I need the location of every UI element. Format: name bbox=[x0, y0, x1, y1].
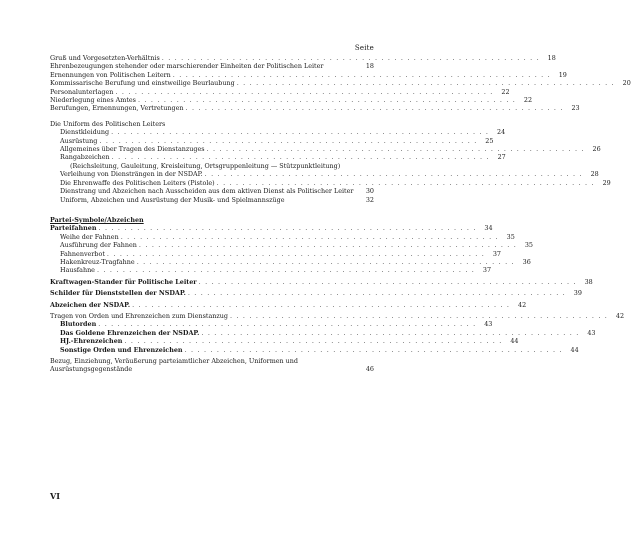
toc-entry bbox=[50, 96, 533, 105]
spacer bbox=[50, 204, 374, 216]
toc-entry-title: Parteifahnen bbox=[50, 224, 97, 233]
toc-entry-page: 35 bbox=[506, 232, 515, 241]
toc-entry-page: 25 bbox=[485, 136, 494, 145]
toc-entry-title: Blutorden bbox=[60, 320, 97, 329]
toc-entry bbox=[50, 320, 493, 329]
toc-entry-title: Die Ehrenwaffe des Politischen Leiters (Pistole) bbox=[60, 178, 215, 187]
toc-entry-title: Hausfahne bbox=[60, 266, 95, 275]
toc-entry-page: 18 bbox=[547, 54, 556, 62]
toc-entry bbox=[50, 257, 531, 266]
toc-entry-title: Die Uniform des Politischen Leiters bbox=[50, 119, 166, 128]
toc-entry-page: 39 bbox=[573, 289, 582, 298]
toc-entry-title: HJ.-Ehrenzeichen bbox=[60, 337, 123, 346]
spacer bbox=[50, 113, 374, 120]
toc-leader-dots: . . . . . . . . . . . . . . . . . . . . . . . . . . . . . . . . . . . . . . . . . . . . . . . . . . . . . . . . . . . bbox=[187, 289, 566, 298]
toc-entry-page: 28 bbox=[590, 170, 599, 179]
toc-leader-dots: . . . . . . . . . . . . . . . . . . . . . . . . . . . . . . . . . . . . . . . . . . . . . . . . . . . . . . . . . . . bbox=[111, 128, 490, 137]
toc-entry-title: (Reichsleitung, Gauleitung, Kreisleitung, Ortsgruppenleitung — Stützpunktleitung) bbox=[70, 161, 341, 170]
page-number-roman: VI bbox=[50, 491, 60, 501]
toc-leader-dots: . . . . . . . . . . . . . . . . . . . . . . . . . . . . . . . . . . . . . . . . . . . . . . . . . . . . . . . . . . . bbox=[204, 170, 583, 179]
toc-leader-dots: . . . . . . . . . . . . . . . . . . . . . . . . . . . . . . . . . . . . . . . . . . . . . . . . . . . . . . . . . . . bbox=[99, 136, 478, 145]
toc-leader-dots: . . . . . . . . . . . . . . . . . . . . . . . . . . . . . . . . . . . . . . . . . . . . . . . . . . . . . . . . . . . bbox=[111, 153, 490, 162]
toc-leader-dots: . . . . . . . . . . . . . . . . . . . . . . . . . . . . . . . . . . . . . . . . . . . . . . . . . . . . . . . . . . . bbox=[138, 241, 517, 250]
toc-entry bbox=[50, 87, 510, 96]
toc-entry-page: 20 bbox=[622, 79, 631, 88]
toc-entry-page: 32 bbox=[365, 195, 374, 204]
table-of-contents bbox=[50, 54, 631, 374]
toc-entry-page: 44 bbox=[510, 337, 519, 346]
toc-entry bbox=[50, 249, 501, 258]
toc-leader-dots: . . . . . . . . . . . . . . . . . . . . . . . . . . . . . . . . . . . . . . . . . . . . . . . . . . . . . . . . . . . bbox=[98, 224, 477, 233]
toc-entry bbox=[50, 232, 515, 241]
toc-leader-dots: . . . . . . . . . . . . . . . . . . . . . . . . . . . . . . . . . . . . . . . . . . . . . . . . . . . . . . . . . . . bbox=[172, 70, 551, 79]
toc-entry-title: Abzeichen der NSDAP. bbox=[50, 300, 131, 309]
toc-leader-dots: . . . . . . . . . . . . . . . . . . . . . . . . . . . . . . . . . . . . . . . . . . . . . . . . . . . . . . . . . . . bbox=[206, 145, 585, 154]
toc-entry bbox=[50, 289, 582, 298]
toc-entry-title: Tragen von Orden und Ehrenzeichen zum Dienstanzug bbox=[50, 311, 228, 320]
toc-leader-dots: . . . . . . . . . . . . . . . . . . . . . . . . . . . . . . . . . . . . . . . . . . . . . . . . . . . . . . . . . . . bbox=[236, 79, 615, 88]
toc-entry bbox=[50, 357, 374, 374]
toc-entry bbox=[50, 277, 593, 286]
toc-entry bbox=[50, 128, 506, 137]
toc-entry bbox=[50, 178, 611, 187]
toc-leader-dots: . . . . . . . . . . . . . . . . . . . . . . . . . . . . . . . . . . . . . . . . . . . . . . . . . . . . . . . . . . . bbox=[137, 96, 517, 105]
toc-leader-dots: . . . . . . . . . . . . . . . . . . . . . . . . . . . . . . . . . . . . . . . . . . . . . . . . . . . . . . . . . . . bbox=[120, 232, 499, 241]
toc-entry-title: Kraftwagen-Stander für Politische Leiter bbox=[50, 277, 197, 286]
toc-entry-page: 19 bbox=[558, 70, 567, 79]
toc-entry-page: 43 bbox=[484, 320, 493, 329]
toc-entry bbox=[50, 62, 374, 70]
toc-entry-title: Gruß und Vorgesetzten-Verhältnis bbox=[50, 54, 160, 62]
toc-entry bbox=[50, 345, 579, 354]
toc-entry-page: 22 bbox=[501, 87, 510, 96]
toc-leader-dots: . . . . . . . . . . . . . . . . . . . . . . . . . . . . . . . . . . . . . . . . . . . . . . . . . . . . . . . . . . . bbox=[161, 54, 540, 62]
toc-entry-title: Weihe der Fahnen bbox=[60, 232, 119, 241]
toc-entry bbox=[50, 79, 631, 88]
toc-entry bbox=[50, 136, 494, 145]
toc-entry bbox=[50, 196, 374, 204]
toc-entry bbox=[50, 145, 601, 154]
toc-leader-dots: . . . . . . . . . . . . . . . . . . . . . . . . . . . . . . . . . . . . . . . . . . . . . . . . . . . . . . . . . . . bbox=[132, 300, 511, 309]
toc-entry-page: 35 bbox=[524, 241, 533, 250]
toc-entry-title: Sonstige Orden und Ehrenzeichen bbox=[60, 345, 183, 354]
toc-entry-title: Fahnenverbot bbox=[60, 249, 105, 258]
toc-entry bbox=[50, 241, 533, 250]
toc-entry bbox=[50, 70, 567, 79]
toc-entry-page: 36 bbox=[522, 257, 531, 266]
toc-entry-page: 34 bbox=[484, 224, 493, 233]
toc-entry-page: 29 bbox=[602, 178, 611, 187]
toc-entry-page: 46 bbox=[365, 365, 374, 374]
toc-entry-title: Dienstkleidung bbox=[60, 128, 110, 137]
toc-entry-page: 27 bbox=[497, 153, 506, 162]
toc-entry-title: Das Goldene Ehrenzeichen der NSDAP. bbox=[60, 328, 200, 337]
toc-leader-dots: . . . . . . . . . . . . . . . . . . . . . . . . . . . . . . . . . . . . . . . . . . . . . . . . . . . . . . . . . . . bbox=[198, 277, 577, 286]
toc-entry-title: Dienstrang und Abzeichen nach Ausscheiden aus dem aktiven Dienst als Politischer Leiter bbox=[60, 187, 354, 196]
toc-entry-page: 18 bbox=[365, 62, 374, 71]
toc-entry-title: Verleihung von Diensträngen in der NSDAP. bbox=[60, 170, 203, 179]
toc-entry-page: 37 bbox=[482, 266, 492, 275]
toc-leader-dots: . . . . . . . . . . . . . . . . . . . . . . . . . . . . . . . . . . . . . . . . . . . . . . . . . . . . . . . . . . . bbox=[98, 320, 477, 329]
toc-entry bbox=[50, 224, 493, 233]
toc-entry-page: 44 bbox=[570, 345, 579, 354]
toc-entry bbox=[50, 120, 374, 128]
toc-entry-page: 26 bbox=[592, 145, 601, 154]
toc-entry bbox=[50, 162, 374, 170]
toc-entry-page: 24 bbox=[497, 128, 506, 137]
toc-leader-dots: . . . . . . . . . . . . . . . . . . . . . . . . . . . . . . . . . . . . . . . . . . . . . . . . . . . . . . . . . . . bbox=[115, 87, 494, 96]
toc-leader-dots: . . . . . . . . . . . . . . . . . . . . . . . . . . . . . . . . . . . . . . . . . . . . . . . . . . . . . . . . . . . bbox=[201, 328, 580, 337]
toc-entry-title: Ernennungen von Politischen Leitern bbox=[50, 70, 171, 79]
toc-entry bbox=[50, 300, 527, 309]
toc-entry-title: Uniform, Abzeichen und Ausrüstung der Musik- und Spielmannszüge bbox=[60, 195, 285, 204]
toc-entry-title: Kommissarische Berufung und einstweilige Beurlaubung bbox=[50, 79, 235, 88]
toc-entry-page: 23 bbox=[571, 104, 580, 113]
toc-leader-dots: . . . . . . . . . . . . . . . . . . . . . . . . . . . . . . . . . . . . . . . . . . . . . . . . . . . . . . . . . . . bbox=[96, 266, 476, 275]
toc-entry-title: Niederlegung eines Amtes bbox=[50, 96, 136, 105]
toc-leader-dots: . . . . . . . . . . . . . . . . . . . . . . . . . . . . . . . . . . . . . . . . . . . . . . . . . . . . . . . . . . . bbox=[124, 337, 503, 346]
toc-leader-dots: . . . . . . . . . . . . . . . . . . . . . . . . . . . . . . . . . . . . . . . . . . . . . . . . . . . . . . . . . . . bbox=[185, 104, 564, 113]
toc-entry bbox=[50, 266, 492, 275]
toc-entry bbox=[50, 311, 625, 320]
toc-leader-dots: . . . . . . . . . . . . . . . . . . . . . . . . . . . . . . . . . . . . . . . . . . . . . . . . . . . . . . . . . . . bbox=[136, 257, 515, 266]
toc-entry bbox=[50, 54, 556, 62]
toc-entry-title: Ausrüstung bbox=[60, 136, 98, 145]
toc-entry-page: 22 bbox=[523, 96, 533, 105]
toc-entry-page: 42 bbox=[518, 300, 527, 309]
toc-leader-dots: . . . . . . . . . . . . . . . . . . . . . . . . . . . . . . . . . . . . . . . . . . . . . . . . . . . . . . . . . . . bbox=[106, 249, 485, 258]
toc-leader-dots: . . . . . . . . . . . . . . . . . . . . . . . . . . . . . . . . . . . . . . . . . . . . . . . . . . . . . . . . . . . bbox=[216, 178, 595, 187]
toc-entry-title: Bezug, Einziehung, Veräußerung parteiamtlicher Abzeichen, Uniformen und Ausrüstungsgegenstände bbox=[50, 357, 299, 374]
toc-entry bbox=[50, 153, 506, 162]
toc-entry-title: Schilder für Dienststellen der NSDAP. bbox=[50, 289, 186, 298]
toc-entry-page: 30 bbox=[365, 187, 374, 196]
toc-entry-title: Partei-Symbole/Abzeichen bbox=[50, 215, 144, 224]
page-column-heading: Seite bbox=[354, 44, 374, 52]
toc-entry-title: Ausführung der Fahnen bbox=[60, 241, 137, 250]
toc-entry bbox=[50, 337, 519, 346]
toc-leader-dots: . . . . . . . . . . . . . . . . . . . . . . . . . . . . . . . . . . . . . . . . . . . . . . . . . . . . . . . . . . . bbox=[229, 311, 609, 320]
toc-entry-title: Personalunterlagen bbox=[50, 87, 114, 96]
toc-entry bbox=[50, 104, 580, 113]
toc-entry bbox=[50, 170, 599, 179]
toc-entry-page: 38 bbox=[584, 277, 593, 286]
toc-entry bbox=[50, 216, 374, 224]
toc-entry-page: 37 bbox=[492, 249, 501, 258]
toc-entry-title: Hakenkreuz-Tragfahne bbox=[60, 257, 135, 266]
toc-entry-page: 43 bbox=[587, 328, 596, 337]
toc-entry bbox=[50, 187, 374, 195]
toc-entry-title: Berufungen, Ernennungen, Vertretungen bbox=[50, 104, 184, 113]
toc-entry-page: 42 bbox=[615, 311, 625, 320]
toc-entry-title: Ehrenbezeugungen stehender oder marschierender Einheiten der Politischen Leiter bbox=[50, 62, 324, 71]
toc-entry-title: Rangabzeichen bbox=[60, 153, 110, 162]
toc-leader-dots: . . . . . . . . . . . . . . . . . . . . . . . . . . . . . . . . . . . . . . . . . . . . . . . . . . . . . . . . . . . bbox=[184, 345, 563, 354]
toc-entry-title: Allgemeines über Tragen des Dienstanzuges bbox=[60, 145, 205, 154]
toc-entry bbox=[50, 328, 596, 337]
